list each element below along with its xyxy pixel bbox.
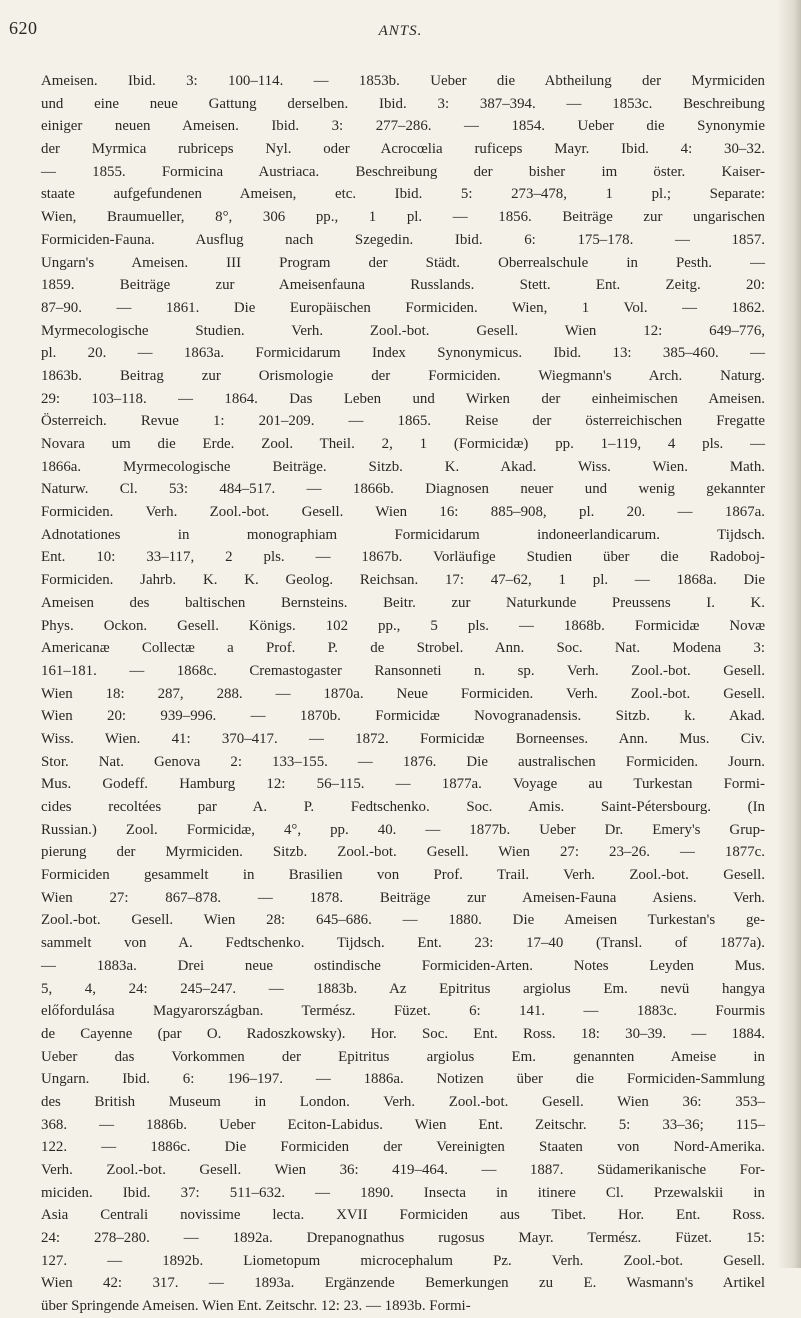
text-line: Verh. Zool.-bot. Gesell. Wien 36: 419–464. — 1887. Südamerikanische For- bbox=[41, 1162, 765, 1178]
text-line: des British Museum in London. Verh. Zool.-bot. Gesell. Wien 36: 353– bbox=[41, 1093, 765, 1110]
text-line: Myrmecologische Studien. Verh. Zool.-bot. Gesell. Wien 12: 649–776, bbox=[41, 322, 765, 339]
text-line: einiger neuen Ameisen. Ibid. 3: 277–286. — 1854. Ueber die Synonymie bbox=[41, 118, 765, 135]
text-line: Wien 18: 287, 288. — 1870a. Neue Formiciden. Verh. Zool.-bot. Gesell. bbox=[41, 685, 765, 702]
text-line: Ungarn. Ibid. 6: 196–197. — 1886a. Notizen über die Formiciden-Sammlung bbox=[41, 1071, 765, 1088]
text-line: pl. 20. — 1863a. Formicidarum Index Synonymicus. Ibid. 13: 385–460. — bbox=[41, 345, 765, 362]
text-line: Formiciden-Fauna. Ausflug nach Szegedin. Ibid. 6: 175–178. — 1857. bbox=[41, 231, 765, 248]
text-line: Wiss. Wien. 41: 370–417. — 1872. Formicidæ Borneenses. Ann. Mus. Civ. bbox=[41, 730, 765, 747]
text-line: 87–90. — 1861. Die Europäischen Formiciden. Wien, 1 Vol. — 1862. bbox=[41, 299, 765, 316]
text-line: cides recoltées par A. P. Fedtschenko. Soc. Amis. Saint-Pétersbourg. (In bbox=[41, 799, 765, 815]
text-line: 122. — 1886c. Die Formiciden der Vereinigten Staaten von Nord-Amerika. bbox=[41, 1139, 765, 1156]
text-line: Ameisen des baltischen Bernsteins. Beitr. zur Naturkunde Preussens I. K. bbox=[41, 594, 765, 611]
text-line: Stor. Nat. Genova 2: 133–155. — 1876. Die australischen Formiciden. Journ. bbox=[41, 753, 765, 770]
text-line: Formiciden. Jahrb. K. K. Geolog. Reichsan. 17: 47–62, 1 pl. — 1868a. Die bbox=[41, 572, 765, 589]
text-line: und eine neue Gattung derselben. Ibid. 3: 387–394. — 1853c. Beschreibung bbox=[41, 95, 765, 112]
text-line: Wien 20: 939–996. — 1870b. Formicidæ Novogranadensis. Sitzb. k. Akad. bbox=[41, 708, 765, 725]
text-line: 161–181. — 1868c. Cremastogaster Ransonneti n. sp. Verh. Zool.-bot. Gesell. bbox=[41, 662, 765, 679]
page-number: 620 bbox=[9, 18, 38, 38]
text-line: Österreich. Revue 1: 201–209. — 1865. Reise der österreichischen Fregatte bbox=[41, 413, 765, 430]
text-line: Ameisen. Ibid. 3: 100–114. — 1853b. Ueber die Abtheilung der Myrmiciden bbox=[41, 73, 765, 89]
text-line: Formiciden. Verh. Zool.-bot. Gesell. Wien 16: 885–908, pl. 20. — 1867a. bbox=[41, 504, 765, 521]
text-line: Ent. 10: 33–117, 2 pls. — 1867b. Vorläufige Studien über die Radoboj- bbox=[41, 549, 765, 566]
text-line: Formiciden gesammelt in Brasilien von Prof. Trail. Verh. Zool.-bot. Gesell. bbox=[41, 867, 765, 884]
text-line: Wien, Braumueller, 8°, 306 pp., 1 pl. — 1856. Beiträge zur ungarischen bbox=[41, 209, 765, 226]
text-line: Wien 42: 317. — 1893a. Ergänzende Bemerkungen zu E. Wasmann's Artikel bbox=[41, 1275, 765, 1292]
running-head: ANTS. bbox=[378, 23, 423, 39]
text-line: Novara um die Erde. Zool. Theil. 2, 1 (Formicidæ) pp. 1–119, 4 pls. — bbox=[41, 436, 765, 452]
text-line: staate aufgefundenen Ameisen, etc. Ibid. 5: 273–478, 1 pl.; Separate: bbox=[41, 186, 765, 203]
text-line: Phys. Ockon. Gesell. Königs. 102 pp., 5 pls. — 1868b. Formicidæ Novæ bbox=[41, 617, 765, 634]
text-line: der Myrmica rubriceps Nyl. oder Acrocœlia ruficeps Mayr. Ibid. 4: 30–32. bbox=[41, 141, 765, 158]
text-line: Ungarn's Ameisen. III Program der Städt. Oberrealschule in Pesth. — bbox=[41, 254, 765, 271]
text-line: 368. — 1886b. Ueber Eciton-Labidus. Wien Ent. Zeitschr. 5: 33–36; 115– bbox=[41, 1116, 765, 1133]
text-line: — 1883a. Drei neue ostindische Formiciden-Arten. Notes Leyden Mus. bbox=[41, 957, 765, 974]
bibliography-text bbox=[41, 70, 765, 1318]
text-line: 1866a. Myrmecologische Beiträge. Sitzb. K. Akad. Wiss. Wien. Math. bbox=[41, 458, 765, 475]
text-line: — 1855. Formicina Austriaca. Beschreibung der bisher im öster. Kaiser- bbox=[41, 163, 765, 180]
text-line: Naturw. Cl. 53: 484–517. — 1866b. Diagnosen neuer und wenig gekannter bbox=[41, 481, 765, 498]
text-line: 5, 4, 24: 245–247. — 1883b. Az Epitritus argiolus Em. nevü hangya bbox=[41, 980, 765, 997]
text-line: Ueber das Vorkommen der Epitritus argiolus Em. genannten Ameise in bbox=[41, 1048, 765, 1065]
text-line: Mus. Godeff. Hamburg 12: 56–115. — 1877a. Voyage au Turkestan Formi- bbox=[41, 776, 765, 793]
text-line: 1863b. Beitrag zur Orismologie der Formiciden. Wiegmann's Arch. Naturg. bbox=[41, 367, 765, 384]
text-line: 1859. Beiträge zur Ameisenfauna Russlands. Stett. Ent. Zeitg. 20: bbox=[41, 277, 765, 294]
text-line: 127. — 1892b. Liometopum microcephalum Pz. Verh. Zool.-bot. Gesell. bbox=[41, 1252, 765, 1269]
text-line: Wien 27: 867–878. — 1878. Beiträge zur Ameisen-Fauna Asiens. Verh. bbox=[41, 889, 765, 906]
text-line: Russian.) Zool. Formicidæ, 4°, pp. 40. — 1877b. Ueber Dr. Emery's Grup- bbox=[41, 821, 765, 838]
text-line: Asia Centrali novissime lecta. XVII Formiciden aus Tibet. Hor. Ent. Ross. bbox=[41, 1207, 765, 1224]
text-line: de Cayenne (par O. Radoszkowsky). Hor. Soc. Ent. Ross. 18: 30–39. — 1884. bbox=[41, 1025, 765, 1042]
text-line: miciden. Ibid. 37: 511–632. — 1890. Insecta in itinere Cl. Przewalskii in bbox=[41, 1184, 765, 1201]
text-line: Americanæ Collectæ a Prof. P. de Strobel. Ann. Soc. Nat. Modena 3: bbox=[41, 640, 765, 657]
text-line: pierung der Myrmiciden. Sitzb. Zool.-bot. Gesell. Wien 27: 23–26. — 1877c. bbox=[41, 844, 765, 861]
text-line: előfordulása Magyarországban. Termész. Füzet. 6: 141. — 1883c. Fourmis bbox=[41, 1003, 765, 1020]
text-line: 29: 103–118. — 1864. Das Leben und Wirken der einheimischen Ameisen. bbox=[41, 390, 765, 407]
page-edge-shadow bbox=[777, 0, 801, 1268]
text-line: sammelt von A. Fedtschenko. Tijdsch. Ent. 23: 17–40 (Transl. of 1877a). bbox=[41, 935, 765, 952]
text-line: Adnotationes in monographiam Formicidarum indoneerlandicarum. Tijdsch. bbox=[41, 526, 765, 543]
text-line: über Springende Ameisen. Wien Ent. Zeitschr. 12: 23. — 1893b. Formi- bbox=[41, 1298, 471, 1315]
text-line: Zool.-bot. Gesell. Wien 28: 645–686. — 1880. Die Ameisen Turkestan's ge- bbox=[41, 912, 765, 929]
text-line: 24: 278–280. — 1892a. Drepanognathus rugosus Mayr. Termész. Füzet. 15: bbox=[41, 1230, 765, 1247]
